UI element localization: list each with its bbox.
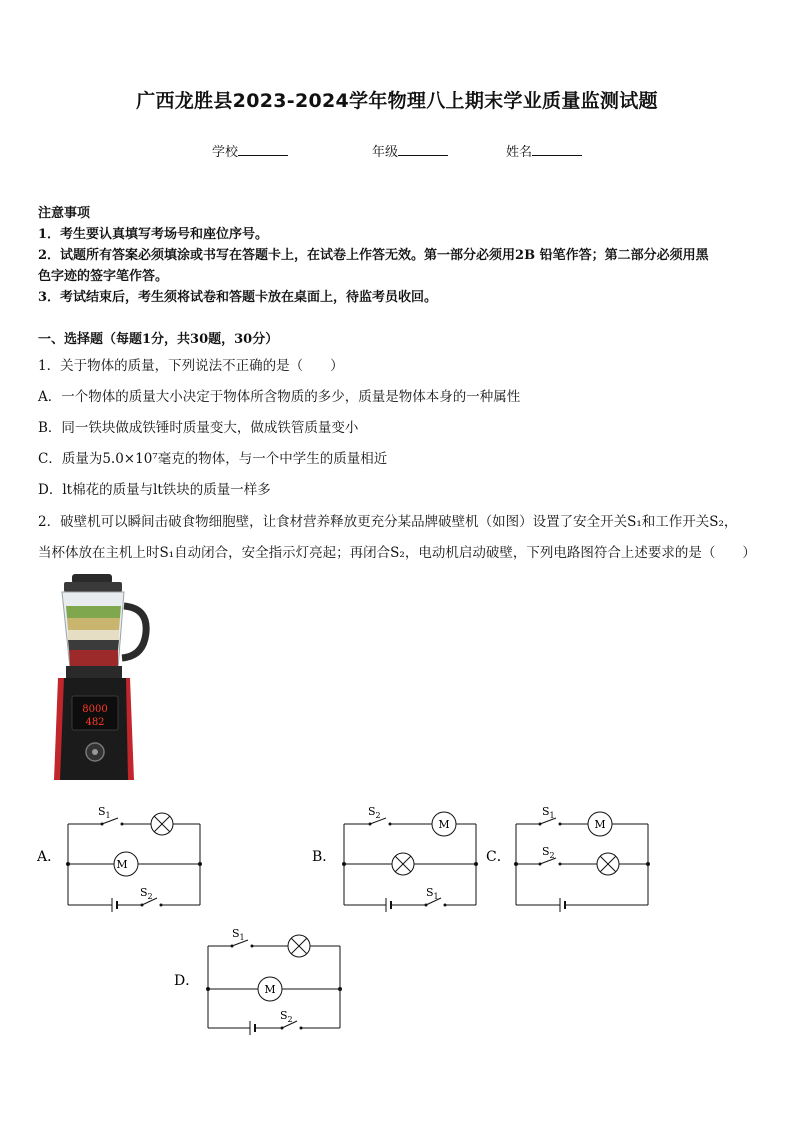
blender-display-line1: 8000 (82, 704, 108, 715)
circuit-b-label: B． (312, 849, 337, 865)
circuit-c-label: C． (486, 849, 511, 865)
notice-item-2: 2．试题所有答案必须填涂或书写在答题卡上，在试卷上作答无效。第一部分必须用2B 铅笔作答；第二部分必须用黑 (38, 248, 709, 263)
grade-field (372, 141, 448, 160)
blender-display-line2: 482 (85, 717, 105, 728)
notice-item-2-cont: 色字迹的签字笔作答。 (38, 269, 169, 284)
q1-option-d: D．lt棉花的质量与lt铁块的质量一样多 (38, 482, 271, 498)
school-label: 学校 (212, 145, 239, 160)
circuit-d (170, 922, 350, 1037)
motor-symbol: M (594, 818, 606, 831)
blender-image (50, 572, 154, 784)
name-blank (532, 143, 582, 156)
grade-label: 年级 (372, 145, 399, 160)
page-title: 广西龙胜县2023-2024学年物理八上期末学业质量监测试题 (136, 90, 658, 112)
q1-option-a: A．一个物体的质量大小决定于物体所含物质的多少，质量是物体本身的一种属性 (38, 389, 521, 405)
switch-s2-label: $S_2$ (280, 1009, 293, 1024)
grade-blank (398, 143, 448, 156)
circuit-a-label: A． (37, 849, 62, 865)
q2-stem-line1: 2．破壁机可以瞬间击破食物细胞壁，让食材营养释放更充分某品牌破壁机（如图）设置了安全开关S₁和工作开关S₂， (38, 514, 738, 530)
notice-heading: 注意事项 (38, 206, 91, 221)
notice-item-1: 1．考生要认真填写考场号和座位序号。 (38, 227, 269, 242)
circuit-a (30, 800, 220, 915)
q1-option-c: C．质量为5.0×10⁷毫克的物体，与一个中学生的质量相近 (38, 451, 388, 467)
motor-symbol: M (438, 818, 450, 831)
circuit-b (308, 800, 488, 915)
q1-stem: 1．关于物体的质量，下列说法不正确的是（ ） (38, 358, 344, 374)
q2-stem-line2: 当杯体放在主机上时S₁自动闭合，安全指示灯亮起；再闭合S₂，电动机启动破壁，下列电路图符合上述要求的是（ ） (38, 545, 756, 561)
switch-s2-label: $S_2$ (368, 805, 381, 820)
school-blank (238, 143, 288, 156)
motor-symbol: M (116, 858, 128, 871)
motor-symbol: M (264, 983, 276, 996)
switch-s1-label: $S_1$ (98, 805, 111, 820)
switch-s2-label: $S_2$ (542, 845, 555, 860)
q1-option-b: B．同一铁块做成铁锤时质量变大，做成铁管质量变小 (38, 420, 359, 436)
notice-item-3: 3．考试结束后，考生须将试卷和答题卡放在桌面上，待监考员收回。 (38, 290, 438, 305)
switch-s1-label: $S_1$ (232, 927, 245, 942)
circuit-c (484, 800, 664, 915)
switch-s1-label: $S_1$ (426, 886, 439, 901)
switch-s2-label: $S_2$ (140, 886, 153, 901)
section-heading: 一、选择题（每题1分，共30题，30分） (38, 332, 279, 347)
name-field (506, 141, 582, 160)
school-field (212, 141, 288, 160)
switch-s1-label: $S_1$ (542, 805, 555, 820)
circuit-d-label: D． (174, 973, 200, 989)
name-label: 姓名 (506, 145, 533, 160)
